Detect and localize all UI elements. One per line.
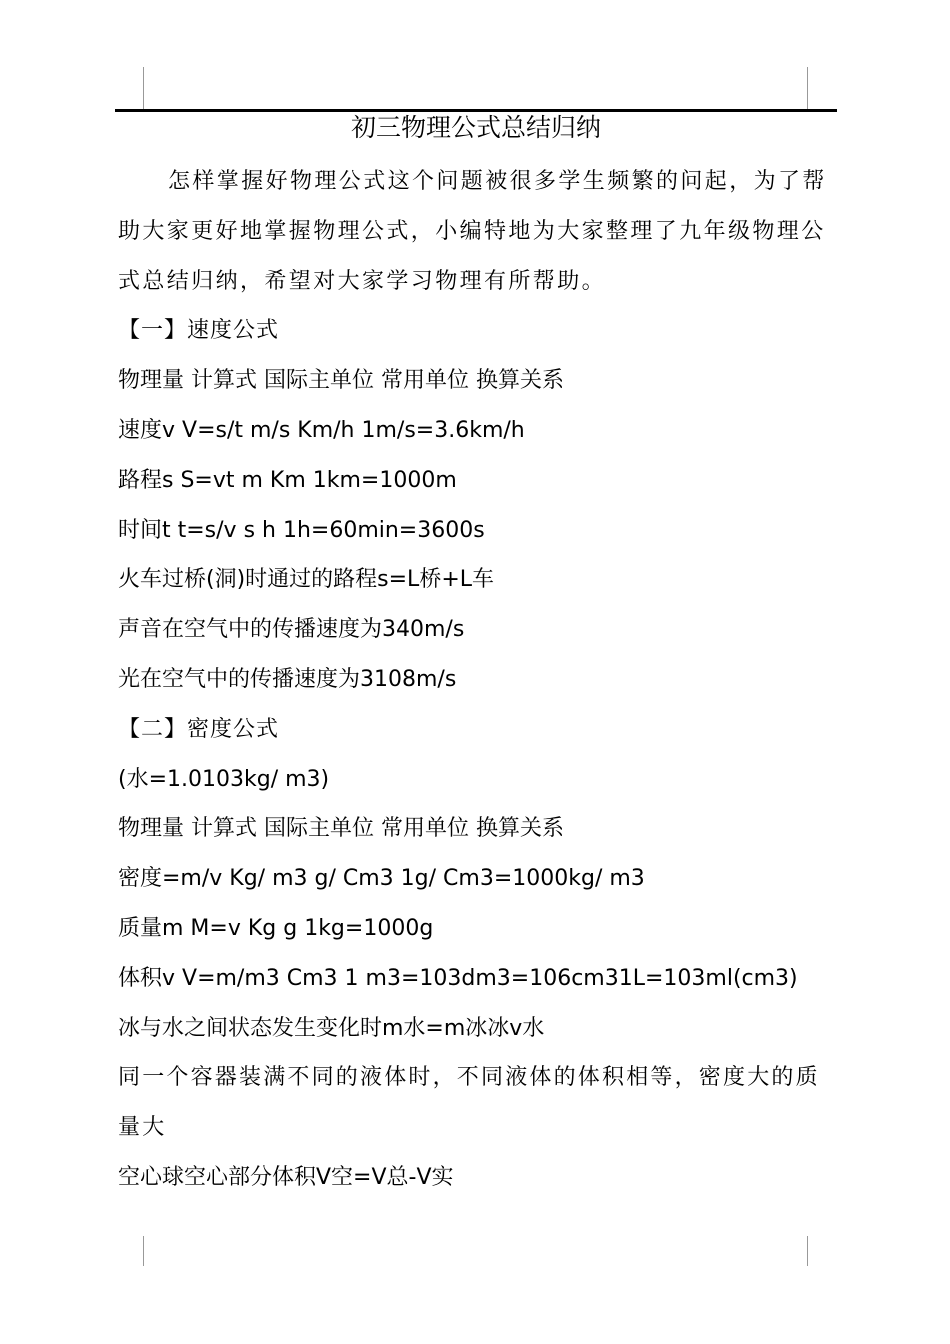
speed-note-sound: 声音在空气中的传播速度为340m/s — [118, 617, 465, 643]
density-table-header: 物理量 计算式 国际主单位 常用单位 换算关系 — [118, 816, 564, 842]
density-row-volume: 体积v V=m/m3 Cm3 1 m3=103dm3=106cm31L=103ml(cm3) — [118, 965, 798, 991]
intro-paragraph: 怎样掌握好物理公式这个问题被很多学生频繁的问起，为了帮助大家更好地掌握物理公式，小编特地为大家整理了九年级物理公式总结归纳，希望对大家学习物理有所帮助。 — [118, 169, 827, 294]
crop-mark-bottom-right — [807, 1236, 808, 1266]
density-note-ice-water: 冰与水之间状态发生变化时m水=m冰冰v水 — [118, 1015, 545, 1041]
density-note-container: 同一个容器装满不同的液体时，不同液体的体积相等，密度大的质量大 — [118, 1065, 820, 1141]
density-row-mass: 质量m M=v Kg g 1kg=1000g — [118, 915, 434, 941]
speed-row-time: 时间t t=s/v s h 1h=60min=3600s — [118, 517, 485, 543]
document-title: 初三物理公式总结归纳 — [350, 113, 601, 142]
speed-row-distance: 路程s S=vt m Km 1km=1000m — [118, 467, 457, 493]
crop-mark-top-right — [807, 67, 808, 110]
density-row-density: 密度=m/v Kg/ m3 g/ Cm3 1g/ Cm3=1000kg/ m3 — [118, 866, 645, 892]
speed-row-velocity: 速度v V=s/t m/s Km/h 1m/s=3.6km/h — [118, 417, 525, 443]
speed-note-light: 光在空气中的传播速度为3108m/s — [118, 666, 457, 692]
density-note-hollow-ball: 空心球空心部分体积V空=V总-V实 — [118, 1164, 454, 1190]
document-body — [118, 157, 834, 1203]
density-section-heading: 【二】密度公式 — [118, 716, 280, 742]
crop-mark-bottom-left — [143, 1236, 144, 1266]
speed-note-bridge: 火车过桥(洞)时通过的路程s=L桥+L车 — [118, 567, 495, 593]
speed-section-heading: 【一】速度公式 — [118, 318, 280, 344]
crop-mark-top-left — [143, 67, 144, 110]
speed-table-header: 物理量 计算式 国际主单位 常用单位 换算关系 — [118, 368, 564, 394]
density-water-note: (水=1.0103kg/ m3) — [118, 766, 330, 792]
